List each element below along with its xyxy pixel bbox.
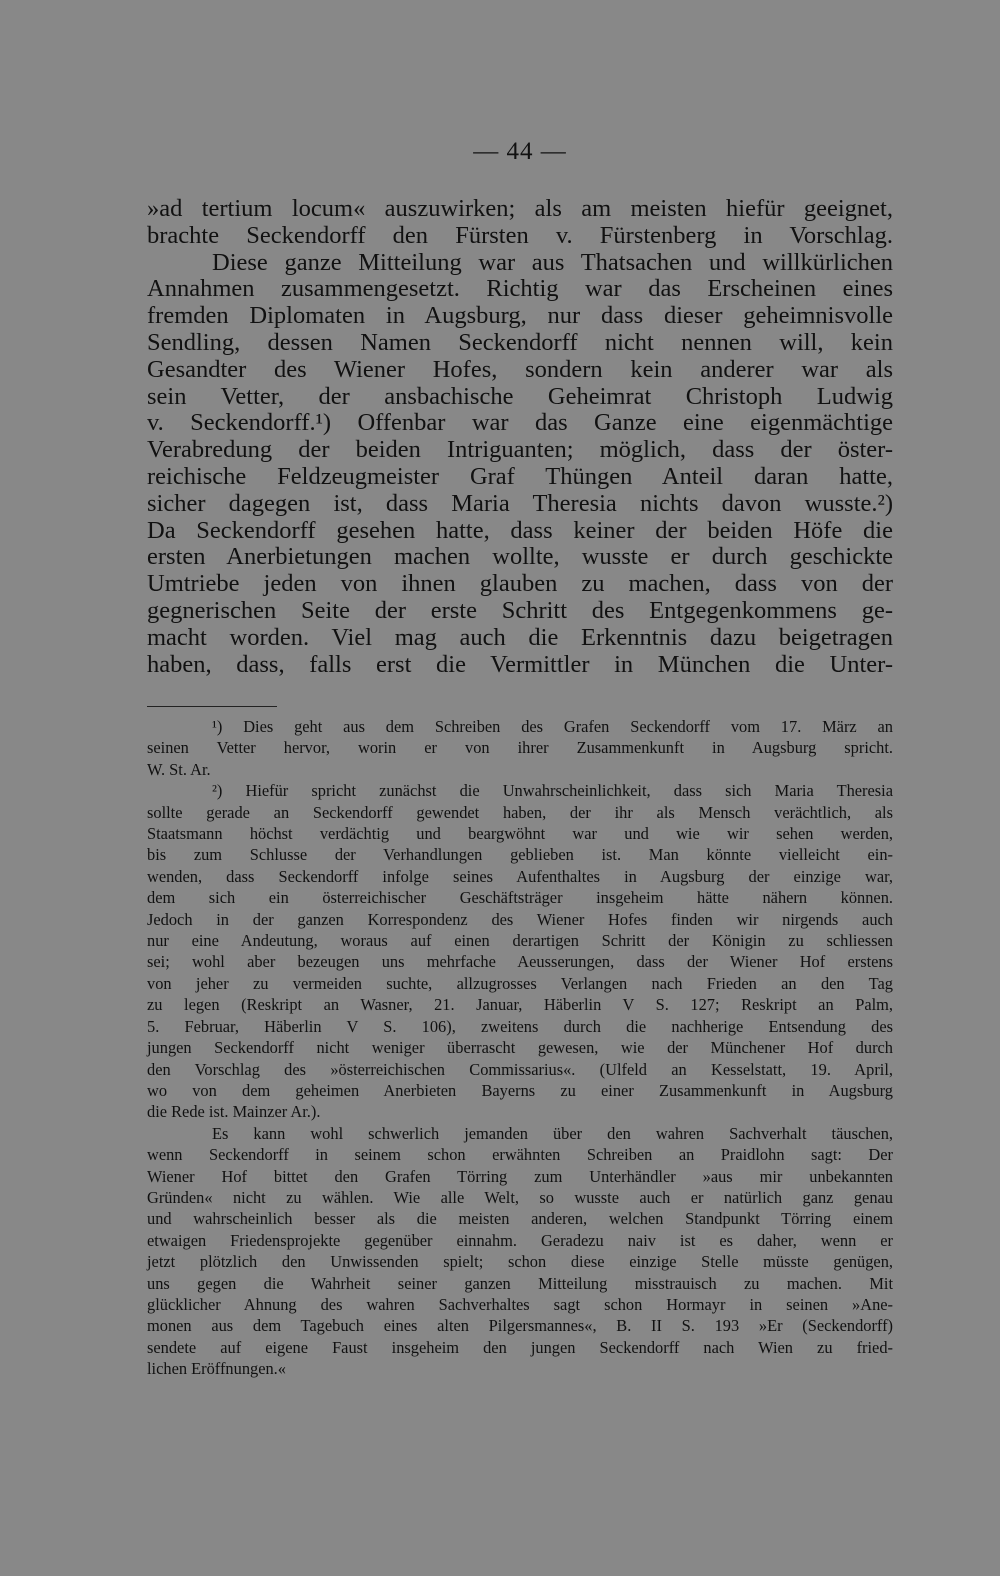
text-line: »ad tertium locum« auszuwirken; als am meisten hiefür geeignet,: [147, 195, 893, 222]
main-text: [147, 196, 893, 678]
footnote-line: Jedoch in der ganzen Korrespondenz des Wiener Hofes finden wir nirgends auch: [147, 909, 893, 929]
text-line: reichische Feldzeugmeister Graf Thüngen Anteil daran hatte,: [147, 462, 893, 490]
footnote-line: W. St. Ar.: [147, 759, 211, 779]
text-line: Da Seckendorff gesehen hatte, dass keiner der beiden Höfe die: [147, 516, 893, 544]
footnote-separator: [147, 706, 277, 707]
footnote-line: seinen Vetter hervor, worin er von ihrer Zusammenkunft in Augsburg spricht.: [147, 738, 893, 758]
footnote-line: nur eine Andeutung, woraus auf einen derartigen Schritt der Königin zu schliessen: [147, 931, 893, 951]
footnote-line: die Rede ist. Mainzer Ar.).: [147, 1102, 321, 1122]
text-line: sicher dagegen ist, dass Maria Theresia nichts davon wusste.²): [147, 489, 893, 517]
text-line: macht worden. Viel mag auch die Erkenntnis dazu beigetragen: [147, 623, 893, 651]
footnote-line: bis zum Schlusse der Verhandlungen geblieben ist. Man könnte vielleicht ein-: [147, 845, 893, 865]
text-line: v. Seckendorff.¹) Offenbar war das Ganze eine eigenmächtige: [147, 409, 893, 437]
footnote-line: und wahrscheinlich besser als die meisten anderen, welchen Standpunkt Törring einem: [147, 1209, 893, 1229]
footnote-line: sei; wohl aber bezeugen uns mehrfache Aeusserungen, dass der Wiener Hof erstens: [147, 952, 893, 972]
text-line: haben, dass, falls erst die Vermittler in München die Unter-: [147, 650, 893, 678]
footnote-line: dem sich ein österreichischer Geschäftsträger insgeheim hätte nähern können.: [147, 888, 893, 908]
footnote-line: wo von dem geheimen Anerbieten Bayerns zu einer Zusammenkunft in Augsburg: [147, 1080, 893, 1100]
footnote-line: lichen Eröffnungen.«: [147, 1359, 286, 1379]
footnote-line: Gründen« nicht zu wählen. Wie alle Welt, so wusste auch er natürlich ganz genau: [147, 1187, 893, 1207]
text-line: Gesandter des Wiener Hofes, sondern kein anderer war als: [147, 355, 893, 383]
text-line: sein Vetter, der ansbachische Geheimrat Christoph Ludwig: [147, 382, 893, 410]
footnote-line: Es kann wohl schwerlich jemanden über den wahren Sachverhalt täuschen,: [212, 1123, 893, 1143]
footnotes: [147, 716, 893, 1380]
footnote-line: jetzt plötzlich den Unwissenden spielt; schon diese einzige Stelle müsste genügen,: [147, 1252, 893, 1272]
text-line: Annahmen zusammengesetzt. Richtig war das Erscheinen eines: [147, 275, 893, 303]
footnote-line: glücklicher Ahnung des wahren Sachverhaltes sagt schon Hormayr in seinen »Ane-: [147, 1294, 893, 1314]
footnote-line: wenn Seckendorff in seinem schon erwähnten Schreiben an Praidlohn sagt: Der: [147, 1145, 893, 1165]
text-line: Diese ganze Mitteilung war aus Thatsachen und willkürlichen: [212, 248, 893, 276]
footnote-line: sollte gerade an Seckendorff gewendet haben, der ihr als Mensch verächtlich, als: [147, 802, 893, 822]
text-line: brachte Seckendorff den Fürsten v. Fürstenberg in Vorschlag.: [147, 221, 893, 249]
text-line: Umtriebe jeden von ihnen glauben zu machen, dass von der: [147, 570, 893, 598]
footnote-line: 5. Februar, Häberlin V S. 106), zweitens durch die nachherige Entsendung des: [147, 1016, 893, 1036]
footnote-line: von jeher zu vermeiden suchte, allzugrosses Verlangen nach Frieden an den Tag: [147, 973, 893, 993]
footnote-line: jungen Seckendorff nicht weniger überrascht gewesen, wie der Münchener Hof durch: [147, 1038, 893, 1058]
footnote-line: sendete auf eigene Faust insgeheim den jungen Seckendorff nach Wien zu fried-: [147, 1337, 893, 1357]
footnote-line: ¹) Dies geht aus dem Schreiben des Grafen Seckendorff vom 17. März an: [212, 717, 893, 736]
footnote-line: den Vorschlag des »österreichischen Commissarius«. (Ulfeld an Kesselstatt, 19. April,: [147, 1059, 893, 1079]
page-number: — 44 —: [473, 138, 567, 165]
footnote-line: monen aus dem Tagebuch eines alten Pilgersmannes«, B. II S. 193 »Er (Seckendorff): [147, 1316, 893, 1336]
text-line: fremden Diplomaten in Augsburg, nur dass dieser geheimnisvolle: [147, 302, 893, 330]
footnote-line: zu legen (Reskript an Wasner, 21. Januar, Häberlin V S. 127; Reskript an Palm,: [147, 995, 893, 1015]
footnote-line: uns gegen die Wahrheit seiner ganzen Mitteilung misstrauisch zu machen. Mit: [147, 1273, 893, 1293]
footnote-line: etwaigen Friedensprojekte gegenüber einnahm. Geradezu naiv ist es daher, wenn er: [147, 1230, 893, 1250]
footnote-line: Staatsmann höchst verdächtig und beargwöhnt war und wie wir sehen werden,: [147, 824, 893, 844]
text-line: gegnerischen Seite der erste Schritt des Entgegenkommens ge-: [147, 596, 893, 624]
footnote-line: ²) Hiefür spricht zunächst die Unwahrscheinlichkeit, dass sich Maria Theresia: [212, 781, 893, 801]
text-line: Sendling, dessen Namen Seckendorff nicht nennen will, kein: [147, 328, 893, 356]
footnote-line: Wiener Hof bittet den Grafen Törring zum Unterhändler »aus mir unbekannten: [147, 1166, 893, 1186]
text-line: ersten Anerbietungen machen wollte, wusste er durch geschickte: [147, 543, 893, 571]
text-line: Verabredung der beiden Intriguanten; möglich, dass der öster-: [147, 436, 893, 464]
footnote-line: wenden, dass Seckendorff infolge seines Aufenthaltes in Augsburg der einzige war,: [147, 866, 893, 886]
